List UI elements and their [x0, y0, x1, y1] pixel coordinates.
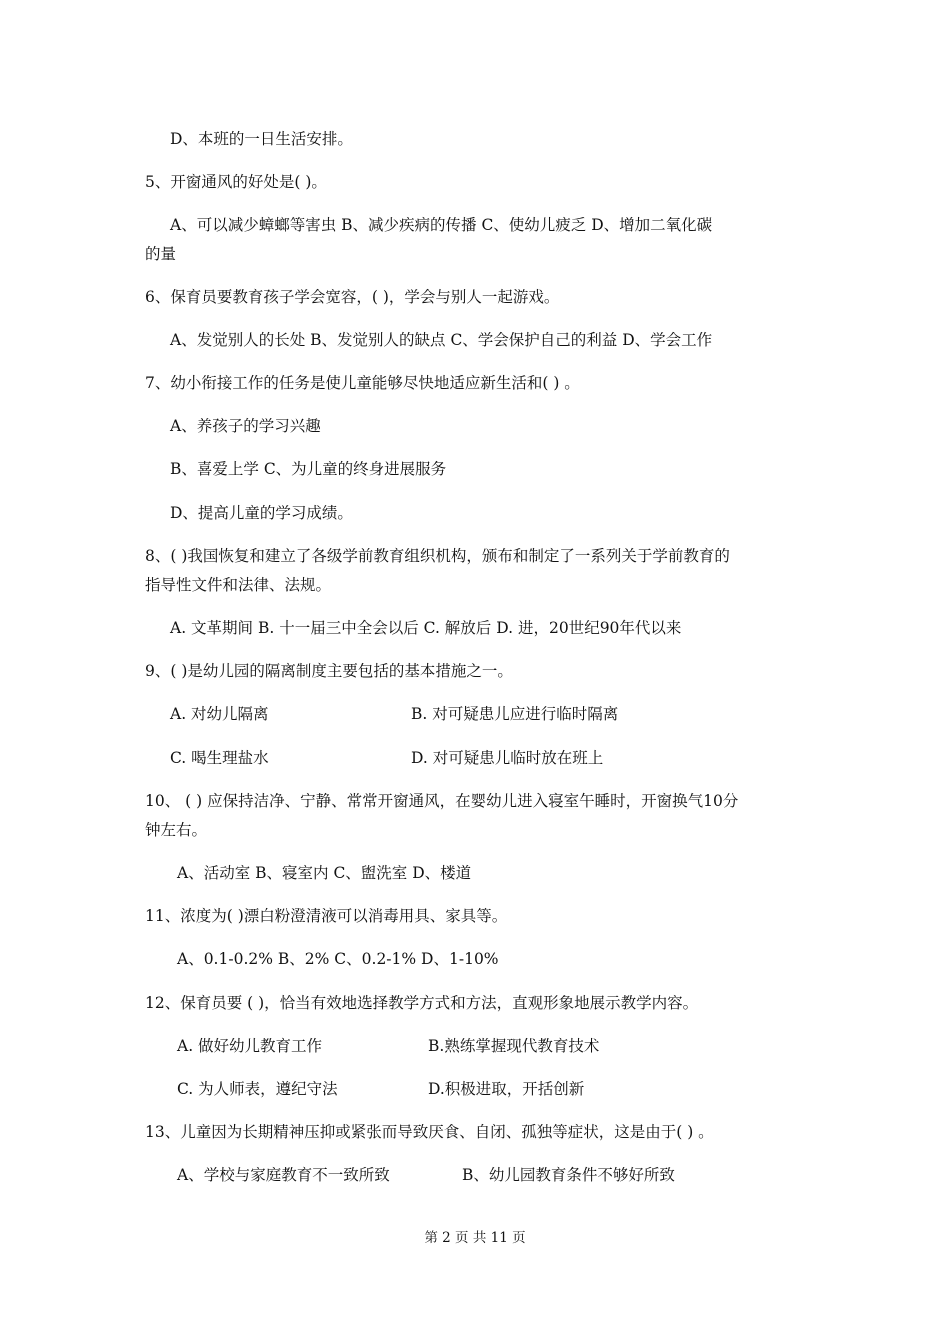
q9-option-b: B. 对可疑患儿应进行临时隔离	[411, 705, 619, 723]
question-13: 13、儿童因为长期精神压抑或紧张而导致厌食、自闭、孤独等症状，这是由于( ) 。	[145, 1123, 714, 1141]
question-6: 6、保育员要教育孩子学会宽容，( )，学会与别人一起游戏。	[145, 288, 560, 306]
question-10: 10、 ( ) 应保持洁净、宁静、常常开窗通风，在婴幼儿进入寝室午睡时，开窗换气10分	[145, 792, 739, 810]
question-8-continued: 指导性文件和法律、法规。	[145, 576, 332, 594]
question-12: 12、保育员要 ( )，恰当有效地选择教学方式和方法，直观形象地展示教学内容。	[145, 994, 699, 1012]
q12-option-d: D.积极进取，开括创新	[428, 1080, 585, 1098]
q12-option-b: B.熟练掌握现代教育技术	[428, 1037, 600, 1055]
question-9: 9、( )是幼儿园的隔离制度主要包括的基本措施之一。	[145, 662, 513, 680]
q9-option-c: C. 喝生理盐水	[170, 749, 269, 767]
q7-option-a: A、养孩子的学习兴趣	[170, 417, 321, 435]
question-11: 11、浓度为( )漂白粉澄清液可以消毒用具、家具等。	[145, 907, 508, 925]
question-7: 7、幼小衔接工作的任务是使儿童能够尽快地适应新生活和( ) 。	[145, 374, 580, 392]
page-footer: 第 2 页 共 11 页	[424, 1230, 526, 1246]
question-10-continued: 钟左右。	[145, 821, 208, 839]
q9-option-d: D. 对可疑患儿临时放在班上	[411, 749, 604, 767]
q12-option-a: A. 做好幼儿教育工作	[177, 1037, 323, 1055]
q4-option-d: D、本班的一日生活安排。	[170, 130, 353, 148]
q7-option-bc: B、喜爱上学 C、为儿童的终身进展服务	[170, 460, 447, 478]
question-8: 8、( )我国恢复和建立了各级学前教育组织机构，颁布和制定了一系列关于学前教育的	[145, 547, 730, 565]
q10-options: A、活动室 B、寝室内 C、盥洗室 D、楼道	[177, 864, 472, 882]
q13-option-b: B、幼儿园教育条件不够好所致	[462, 1166, 675, 1184]
q13-option-a: A、学校与家庭教育不一致所致	[177, 1166, 390, 1184]
q9-option-a: A. 对幼儿隔离	[170, 705, 269, 723]
q5-options-continued: 的量	[145, 245, 177, 263]
q8-options: A. 文革期间 B. 十一届三中全会以后 C. 解放后 D. 进，20世纪90年代以来	[170, 619, 682, 637]
question-5: 5、开窗通风的好处是( )。	[145, 173, 327, 191]
q7-option-d: D、提高儿童的学习成绩。	[170, 504, 353, 522]
q11-options: A、0.1-0.2% B、2% C、0.2-1% D、1-10%	[177, 950, 499, 968]
q12-option-c: C. 为人师表，遵纪守法	[177, 1080, 338, 1098]
q5-options: A、可以减少蟑螂等害虫 B、减少疾病的传播 C、使幼儿疲乏 D、增加二氧化碳	[170, 216, 713, 234]
q6-options: A、发觉别人的长处 B、发觉别人的缺点 C、学会保护自己的利益 D、学会工作	[170, 331, 713, 349]
